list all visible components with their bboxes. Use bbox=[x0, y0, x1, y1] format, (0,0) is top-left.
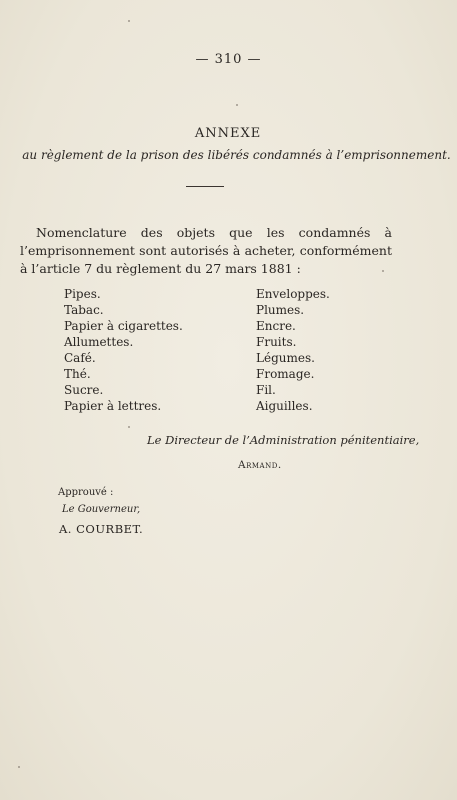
list-item: Allumettes. bbox=[64, 335, 134, 349]
paper-speck bbox=[128, 20, 130, 22]
approver-role: Le Gouverneur, bbox=[62, 504, 141, 515]
items-left-column bbox=[64, 286, 183, 414]
list-item: Aiguilles. bbox=[256, 399, 313, 413]
list-item: Encre. bbox=[256, 319, 296, 333]
annex-subtitle: au règlement de la prison des libérés condamnés à l’emprisonnement. bbox=[22, 148, 451, 162]
approver-name: A. COURBET. bbox=[59, 522, 144, 536]
paper-speck bbox=[236, 104, 238, 106]
approval-label: Approuvé : bbox=[58, 487, 114, 498]
list-item: Tabac. bbox=[64, 303, 104, 317]
list-item: Papier à lettres. bbox=[64, 399, 162, 413]
divider-rule bbox=[186, 186, 224, 187]
list-item: Fil. bbox=[256, 383, 276, 397]
list-item: Plumes. bbox=[256, 303, 305, 317]
intro-paragraph bbox=[20, 224, 392, 278]
signatory-title: Le Directeur de l’Administration pénitentiaire, bbox=[147, 433, 420, 447]
items-right-column bbox=[256, 286, 330, 414]
list-item: Papier à cigarettes. bbox=[64, 319, 183, 333]
list-item: Sucre. bbox=[64, 383, 104, 397]
list-item: Fruits. bbox=[256, 335, 297, 349]
list-item: Fromage. bbox=[256, 367, 315, 381]
list-item: Thé. bbox=[64, 367, 91, 381]
list-item: Légumes. bbox=[256, 351, 315, 365]
signatory-name: Armand. bbox=[238, 459, 282, 471]
paper-speck bbox=[128, 426, 130, 428]
list-item: Pipes. bbox=[64, 287, 101, 301]
intro-paragraph-text: Nomenclature des objets que les condamnés à l’emprisonnement sont autorisés à acheter, conformément à l’article 7 du règlement du 27 mars 1881 : bbox=[20, 225, 392, 276]
page-number: — 310 — bbox=[195, 52, 262, 67]
annex-title: ANNEXE bbox=[194, 126, 262, 141]
list-item: Enveloppes. bbox=[256, 287, 330, 301]
paper-speck bbox=[18, 766, 20, 768]
list-item: Café. bbox=[64, 351, 96, 365]
paper-speck bbox=[382, 270, 384, 272]
